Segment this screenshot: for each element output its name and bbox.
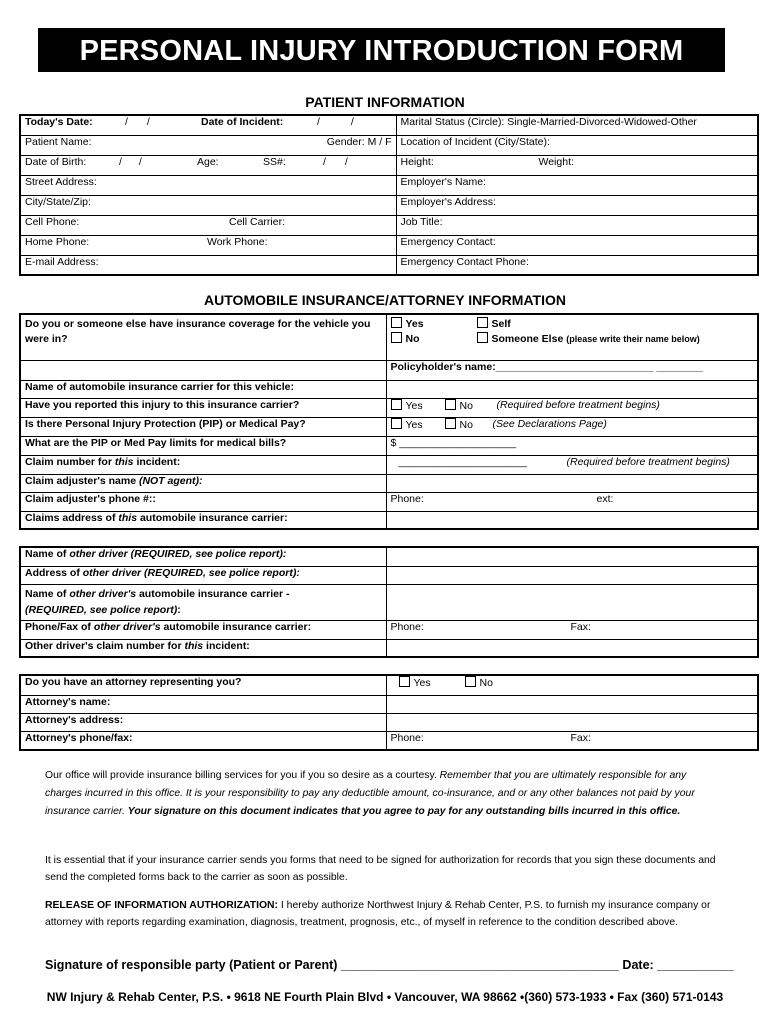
no-checkbox[interactable] [391, 332, 402, 343]
other-driver-name-label: Name of other driver (REQUIRED, see police report): [20, 547, 386, 566]
pip-no-checkbox[interactable] [445, 418, 456, 429]
policyholder-name-field[interactable]: Policyholder's name:___________________________ ________ [386, 360, 758, 380]
auto-insurance-table [19, 313, 759, 530]
release-paragraph: RELEASE OF INFORMATION AUTHORIZATION: I hereby authorize Northwest Injury & Rehab Center, P.S. to furnish my insurance company or attorney with reports regarding examination, diagnosis, treatment, prognosis, etc., of myself in reference to the condition described above. [45, 900, 711, 928]
claims-address-field[interactable] [386, 511, 758, 529]
pip-question-label: Is there Personal Injury Protection (PIP) or Medical Pay? [20, 417, 386, 436]
billing-paragraph: Our office will provide insurance billing services for you if you so desire as a courtesy. Remember that you are ultimately responsible for any charges incurred in this office. It is your responsibility to pay any deductible amount, co-insurance, and or any other balances not paid by your insurance carrier. Your signature on this document indicates that you agree to pay for any outstanding bills incurred in this office. [45, 770, 695, 817]
location-of-incident-field[interactable]: Location of Incident (City/State): [396, 135, 758, 155]
self-checkbox[interactable] [477, 317, 488, 328]
todays-date-field[interactable]: Today's Date: / / Date of Incident: / / [20, 115, 396, 135]
other-driver-claim-label: Other driver's claim number for this incident: [20, 639, 386, 657]
pip-limits-field[interactable]: $ ____________________ [386, 436, 758, 455]
reported-injury-options: Yes No (Required before treatment begins) [386, 398, 758, 417]
other-driver-phonefax-field[interactable]: Phone: Fax: [386, 620, 758, 639]
employer-name-field[interactable]: Employer's Name: [396, 175, 758, 195]
coverage-options: Yes Self No Someone Else (please write their name below) [386, 314, 758, 360]
attorney-yes-checkbox[interactable] [399, 676, 410, 687]
pip-yes-checkbox[interactable] [391, 418, 402, 429]
attorney-phonefax-field[interactable]: Phone: Fax: [386, 731, 758, 750]
footer-address: NW Injury & Rehab Center, P.S. • 9618 NE Fourth Plain Blvd • Vancouver, WA 98662 •(360) 573-1933 • Fax (360) 571-0143 [46, 990, 724, 1004]
reported-no-checkbox[interactable] [445, 399, 456, 410]
emergency-contact-field[interactable]: Emergency Contact: [396, 235, 758, 255]
auto-insurance-heading: AUTOMOBILE INSURANCE/ATTORNEY INFORMATION [204, 292, 566, 308]
signature-line[interactable]: Signature of responsible party (Patient or Parent) ________________________________________ Date: ___________ [45, 958, 734, 972]
other-driver-claim-field[interactable] [386, 639, 758, 657]
date-of-birth-field[interactable]: Date of Birth: / / Age: SS#: / / [20, 155, 396, 175]
employer-address-field[interactable]: Employer's Address: [396, 195, 758, 215]
home-phone-field[interactable]: Home Phone: Work Phone: [20, 235, 396, 255]
other-driver-address-field[interactable] [386, 566, 758, 584]
claim-number-label: Claim number for this incident: [20, 455, 386, 474]
attorney-no-checkbox[interactable] [465, 676, 476, 687]
emergency-contact-phone-field[interactable]: Emergency Contact Phone: [396, 255, 758, 275]
other-driver-phonefax-label: Phone/Fax of other driver's automobile insurance carrier: [20, 620, 386, 639]
attorney-address-label: Attorney's address: [20, 713, 386, 731]
other-driver-carrier-field[interactable] [386, 584, 758, 620]
adjuster-phone-field[interactable]: Phone: ext: [386, 492, 758, 511]
carrier-name-field[interactable] [386, 380, 758, 398]
adjuster-name-label: Claim adjuster's name (NOT agent): [20, 474, 386, 492]
attorney-table [19, 674, 759, 751]
cell-phone-field[interactable]: Cell Phone: Cell Carrier: [20, 215, 396, 235]
coverage-question: Do you or someone else have insurance coverage for the vehicle you were in? [20, 314, 386, 360]
claims-address-label: Claims address of this automobile insurance carrier: [20, 511, 386, 529]
patient-info-heading: PATIENT INFORMATION [305, 94, 465, 110]
other-driver-address-label: Address of other driver (REQUIRED, see police report): [20, 566, 386, 584]
someone-else-checkbox[interactable] [477, 332, 488, 343]
attorney-address-field[interactable] [386, 713, 758, 731]
attorney-question-label: Do you have an attorney representing you? [20, 675, 386, 695]
reported-yes-checkbox[interactable] [391, 399, 402, 410]
attorney-name-label: Attorney's name: [20, 695, 386, 713]
email-field[interactable]: E-mail Address: [20, 255, 396, 275]
adjuster-phone-label: Claim adjuster's phone #:: [20, 492, 386, 511]
other-driver-carrier-label: Name of other driver's automobile insurance carrier - (REQUIRED, see police report): [20, 584, 386, 620]
form-title: PERSONAL INJURY INTRODUCTION FORM [38, 28, 725, 72]
attorney-phonefax-label: Attorney's phone/fax: [20, 731, 386, 750]
pip-options: Yes No (See Declarations Page) [386, 417, 758, 436]
yes-checkbox[interactable] [391, 317, 402, 328]
attorney-options: Yes No [386, 675, 758, 695]
height-weight-field[interactable]: Height: Weight: [396, 155, 758, 175]
marital-status-field[interactable]: Marital Status (Circle): Single-Married-Divorced-Widowed-Other [396, 115, 758, 135]
patient-name-field[interactable]: Patient Name: Gender: M / F [20, 135, 396, 155]
street-address-field[interactable]: Street Address: [20, 175, 396, 195]
reported-injury-label: Have you reported this injury to this insurance carrier? [20, 398, 386, 417]
patient-info-table [19, 114, 759, 276]
pip-limits-label: What are the PIP or Med Pay limits for medical bills? [20, 436, 386, 455]
other-driver-table [19, 546, 759, 658]
other-driver-name-field[interactable] [386, 547, 758, 566]
city-state-zip-field[interactable]: City/State/Zip: [20, 195, 396, 215]
claim-number-field[interactable]: ______________________ (Required before treatment begins) [386, 455, 758, 474]
forms-paragraph: It is essential that if your insurance carrier sends you forms that need to be signed for authorization for records that you sign these documents and send the completed forms back to the carrier as soon as possible. [45, 855, 716, 883]
adjuster-name-field[interactable] [386, 474, 758, 492]
attorney-name-field[interactable] [386, 695, 758, 713]
carrier-name-label: Name of automobile insurance carrier for this vehicle: [20, 380, 386, 398]
job-title-field[interactable]: Job Title: [396, 215, 758, 235]
